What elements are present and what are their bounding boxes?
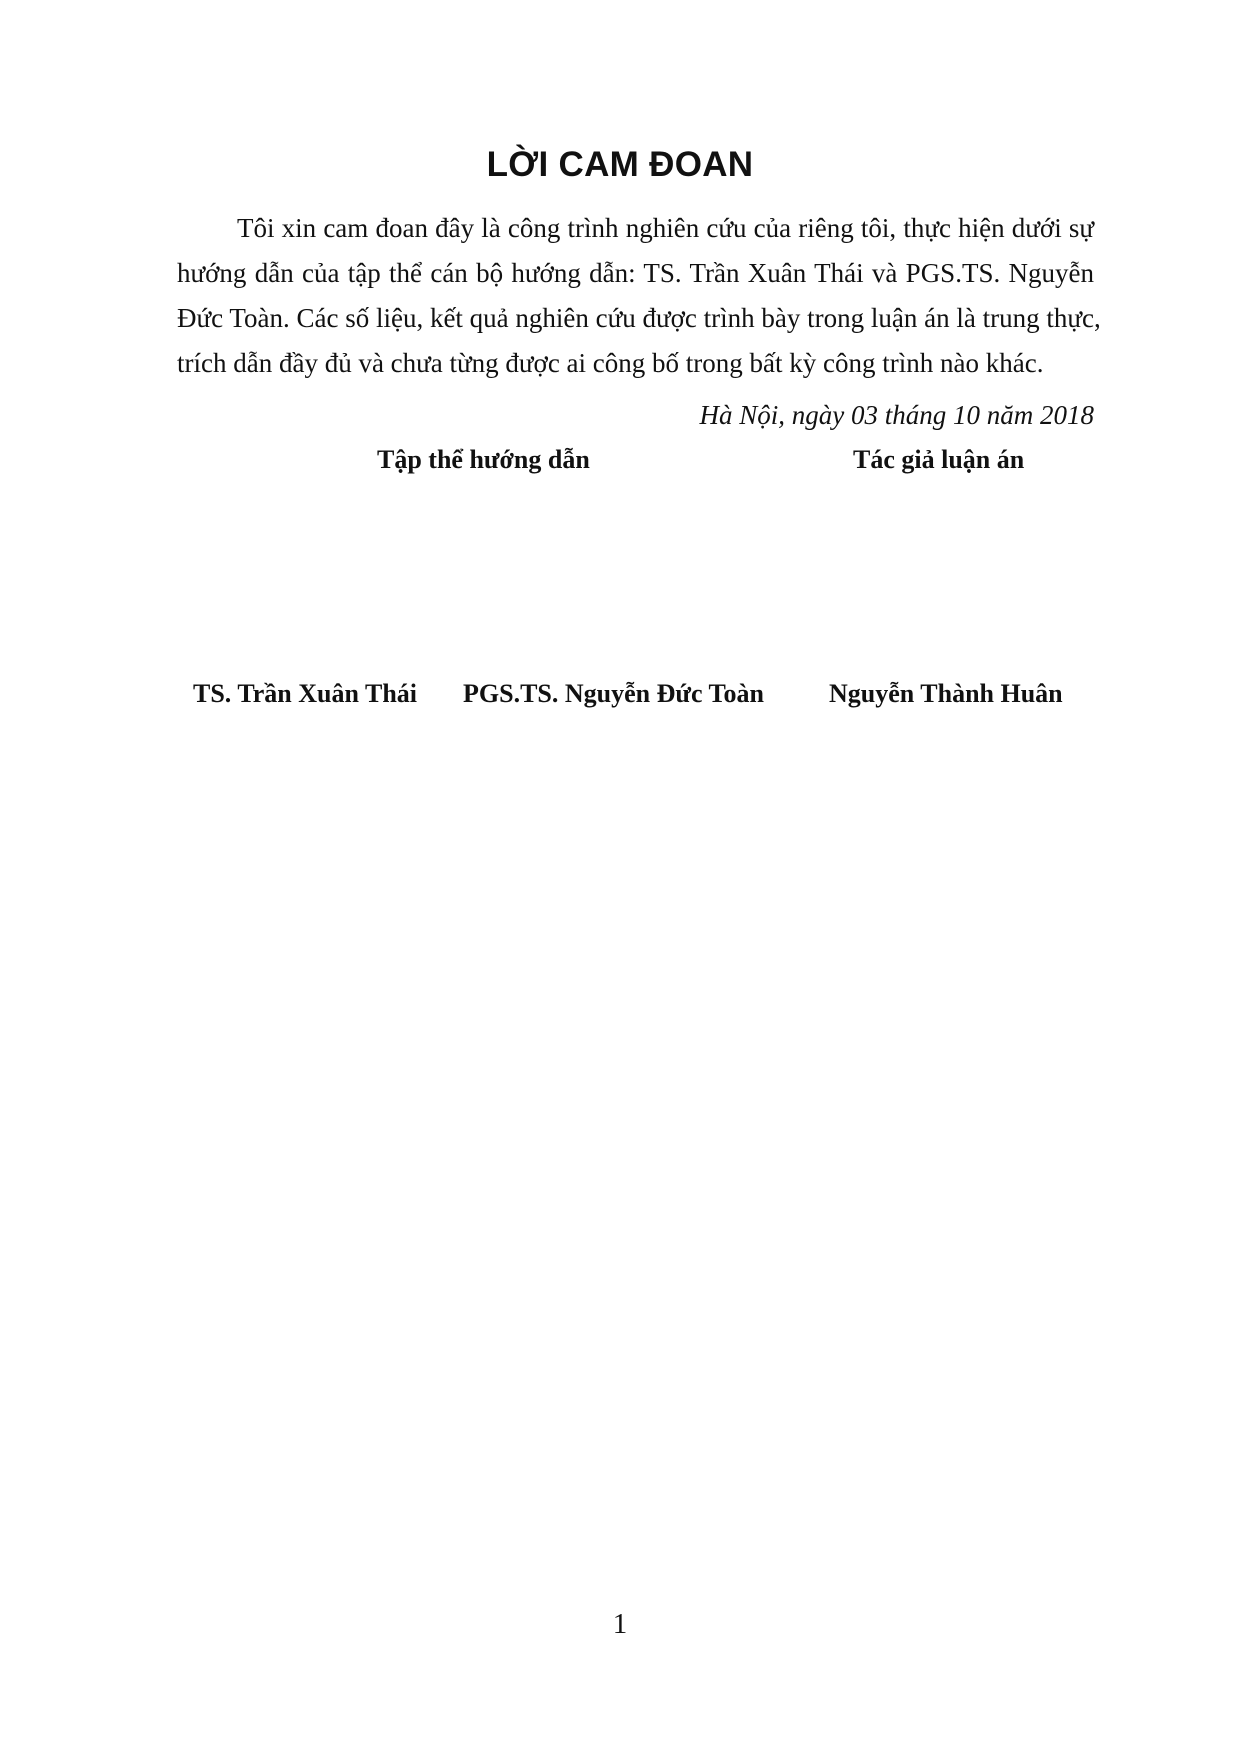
supervisors-label: Tập thể hướng dẫn [377, 445, 590, 474]
paragraph-line: hướng dẫn của tập thể cán bộ hướng dẫn: TS. Trần Xuân Thái và PGS.TS. Nguyễn [177, 258, 1094, 288]
page-title: LỜI CAM ĐOAN [486, 145, 754, 184]
place-and-date: Hà Nội, ngày 03 tháng 10 năm 2018 [699, 400, 1094, 430]
page-number: 1 [612, 1608, 628, 1640]
signer-name-supervisor-2: PGS.TS. Nguyễn Đức Toàn [463, 679, 764, 708]
paragraph-line: trích dẫn đầy đủ và chưa từng được ai công bố trong bất kỳ công trình nào khác. [177, 348, 1044, 378]
declaration-paragraph [177, 206, 1101, 386]
signer-name-author: Nguyễn Thành Huân [829, 679, 1063, 708]
paragraph-line: Tôi xin cam đoan đây là công trình nghiên cứu của riêng tôi, thực hiện dưới sự [237, 213, 1094, 243]
signer-name-supervisor-1: TS. Trần Xuân Thái [193, 679, 417, 708]
paragraph-line: Đức Toàn. Các số liệu, kết quả nghiên cứu được trình bày trong luận án là trung thực, [177, 303, 1101, 333]
author-label: Tác giả luận án [853, 445, 1025, 474]
